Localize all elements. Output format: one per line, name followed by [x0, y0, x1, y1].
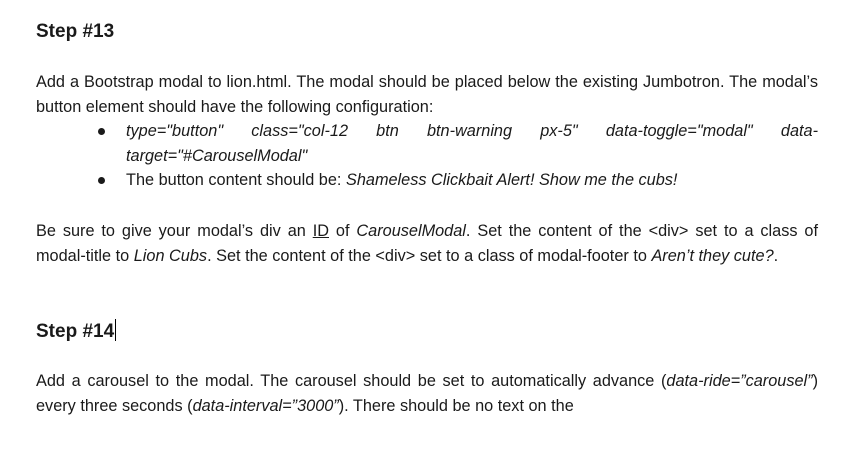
button-config-list [36, 119, 818, 193]
step-14-body-paragraph [36, 369, 818, 418]
details-text-3: . Set the content of the <div> set to a class of modal-title to [36, 222, 818, 265]
data-ride-attribute: data-ride=”carousel” [666, 372, 813, 390]
list-item-button-attributes [36, 119, 818, 168]
modal-footer-value: Aren’t they cute? [651, 246, 774, 265]
step-14-text-3: ). There should be no text on the [338, 396, 574, 415]
step-14-text-2: ) every three seconds ( [36, 372, 818, 415]
button-content-value: Shameless Clickbait Alert! Show me the cubs! [345, 171, 678, 189]
step-13-intro-text: Add a Bootstrap modal to lion.html. The modal should be placed below the existing Jumbotron. The modal’s button element should have the following configuration: [36, 73, 818, 116]
text-cursor [115, 319, 116, 341]
list-item-button-content [36, 168, 818, 193]
step-14-heading-text: Step #14 [36, 321, 115, 342]
step-13-intro-paragraph [36, 70, 818, 119]
step-13-details-paragraph [36, 219, 818, 268]
step-14-text-1: Add a carousel to the modal. The carousel should be set to automatically advance ( [36, 372, 667, 390]
step-14-heading [36, 319, 116, 344]
details-text-1: Be sure to give your modal’s div an [36, 222, 313, 240]
step-13-heading [36, 20, 114, 44]
data-interval-attribute: data-interval=”3000” [192, 396, 339, 415]
details-text-4: . Set the content of the <div> set to a class of modal-footer to [207, 246, 652, 265]
button-attributes-text: type="button" class="col-12 btn btn-warning px-5" data-toggle="modal" data-target="#CarouselModal" [126, 122, 818, 165]
step-13-heading-text: Step #13 [36, 21, 115, 42]
details-text-5: . [773, 246, 779, 265]
modal-title-value: Lion Cubs [133, 246, 208, 265]
id-label: ID [312, 222, 329, 240]
details-text-2: of [329, 222, 357, 240]
button-content-label: The button content should be: [126, 171, 346, 189]
modal-id-value: CarouselModal [356, 222, 466, 240]
